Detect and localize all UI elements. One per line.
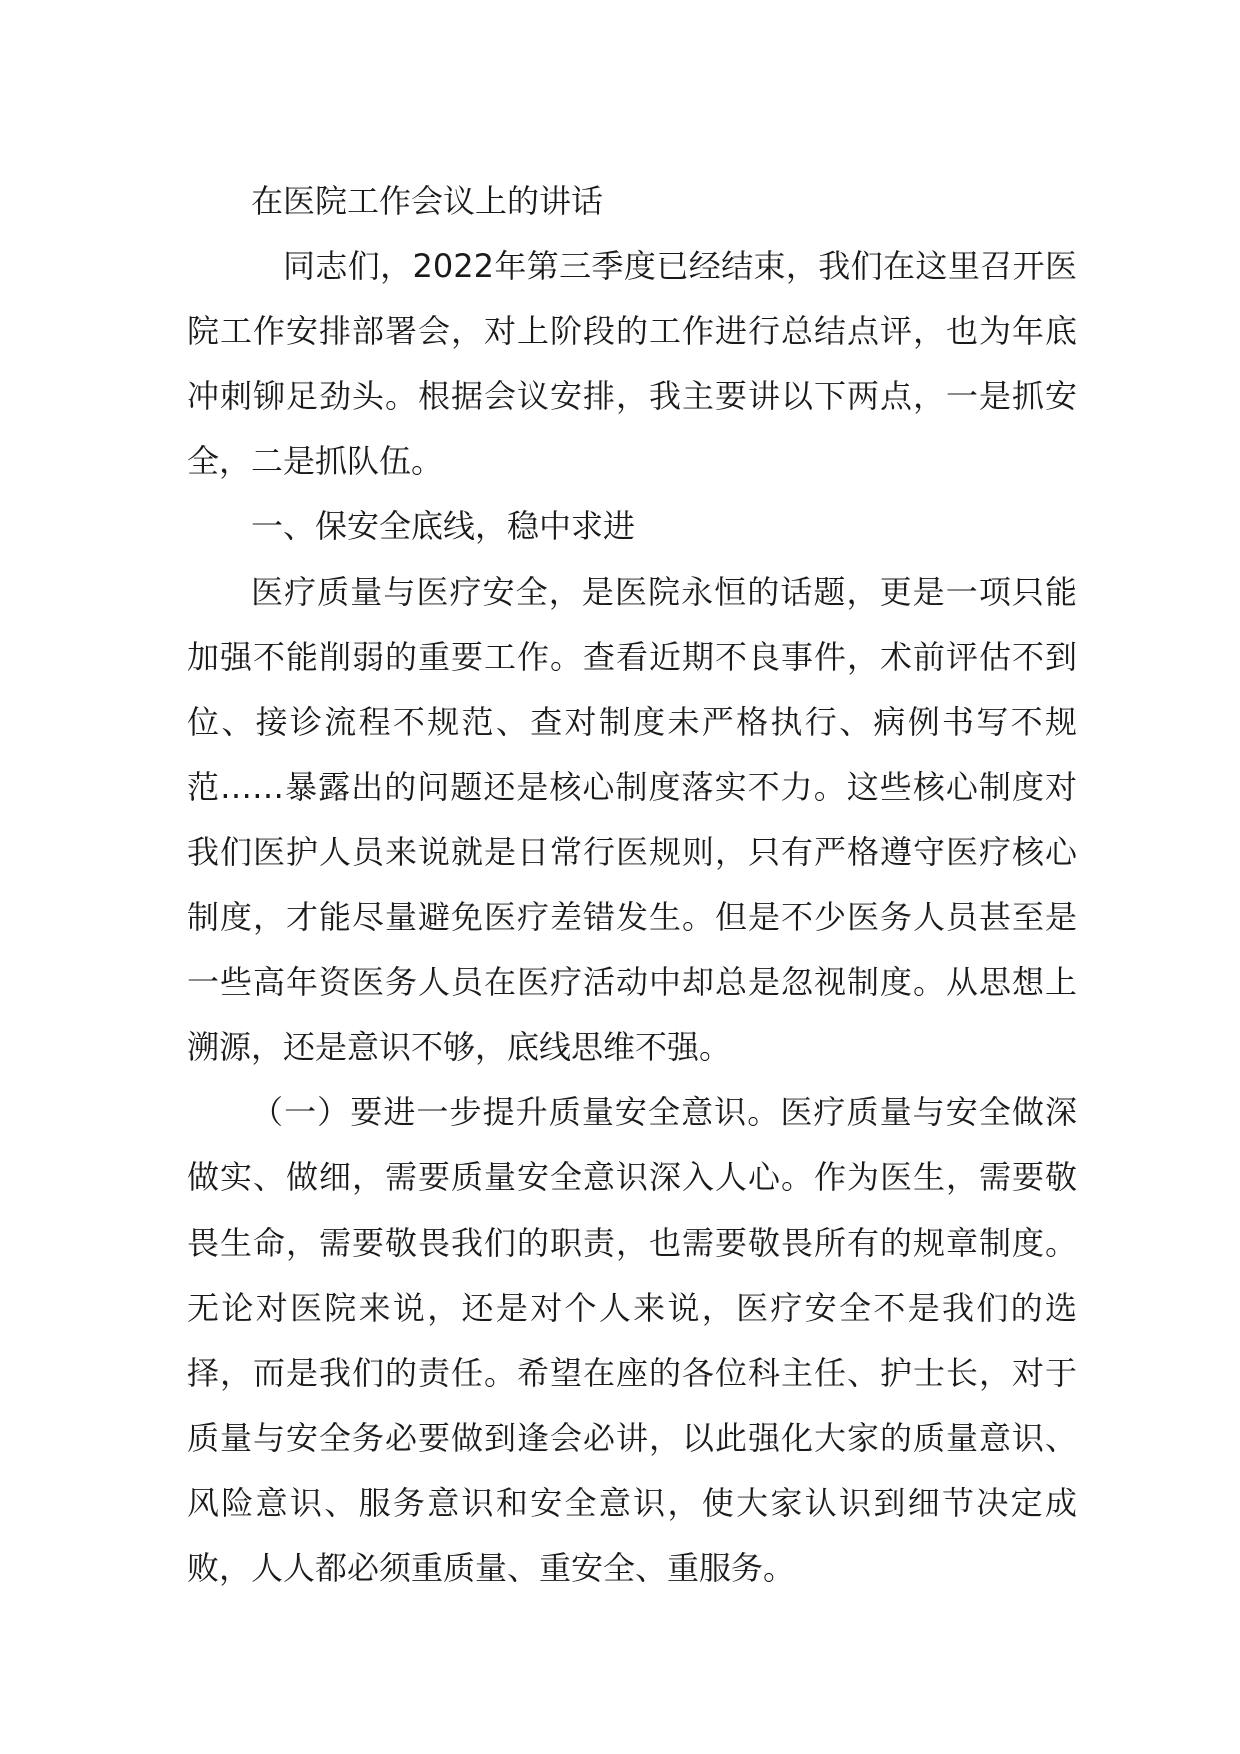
document-title: 在医院工作会议上的讲话 [251,182,604,220]
section-heading: 一、保安全底线，稳中求进 [251,507,636,546]
document-body [187,169,1077,1601]
opening-paragraph: 同志们，2022年第三季度已经结束，我们在这里召开医院工作安排部署会，对上阶段的工作进行总结点评，也为年底冲刺铆足劲头。根据会议安排，我主要讲以下两点，一是抓安全，二是抓队伍。 [187,247,1077,481]
body-paragraph: 医疗质量与医疗安全，是医院永恒的话题，更是一项只能加强不能削弱的重要工作。查看近期不良事件，术前评估不到位、接诊流程不规范、查对制度未严格执行、病例书写不规范……暴露出的问题还是核心制度落实不力。这些核心制度对我们医护人员来说就是日常行医规则，只有严格遵守医疗核心制度，才能尽量避免医疗差错发生。但是不少医务人员甚至是一些高年资医务人员在医疗活动中却总是忽视制度。从思想上溯源，还是意识不够，底线思维不强。 [187,572,1077,1067]
subsection-paragraph: （一）要进一步提升质量安全意识。医疗质量与安全做深做实、做细，需要质量安全意识深入人心。作为医生，需要敬畏生命，需要敬畏我们的职责，也需要敬畏所有的规章制度。无论对医院来说，还是对个人来说，医疗安全不是我们的选择，而是我们的责任。希望在座的各位科主任、护士长，对于质量与安全务必要做到逢会必讲，以此强化大家的质量意识、风险意识、服务意识和安全意识，使大家认识到细节决定成败，人人都必须重质量、重安全、重服务。 [187,1093,1077,1587]
